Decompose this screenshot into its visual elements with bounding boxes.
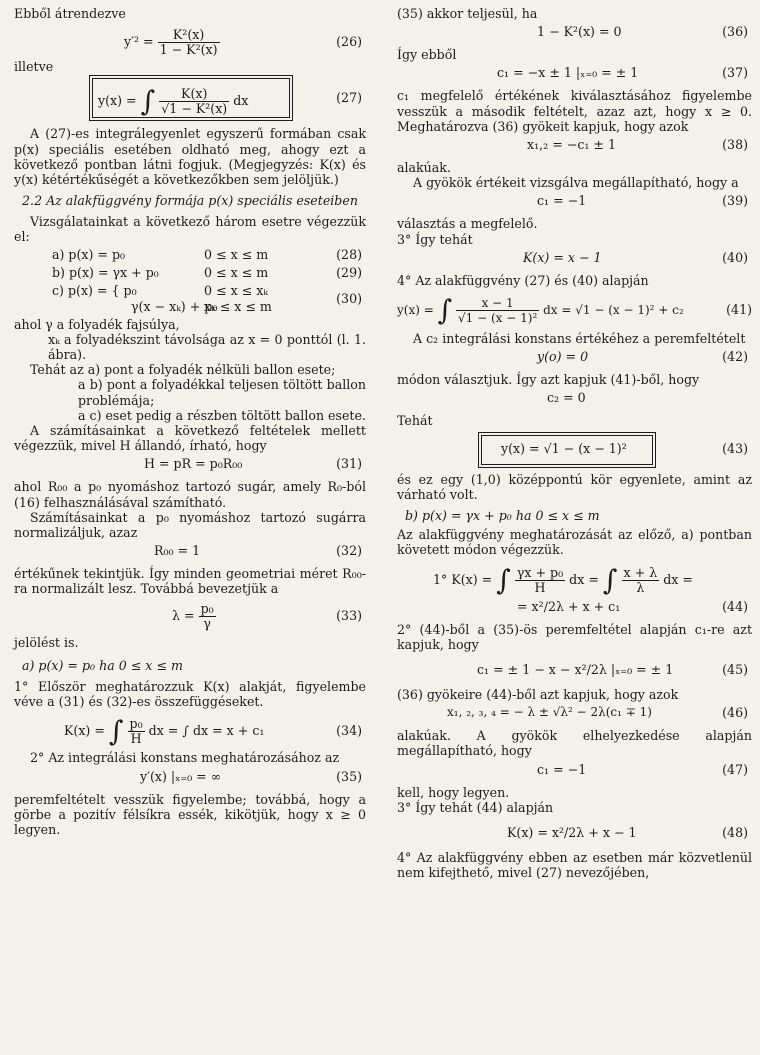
equation-31: H = pR = p₀R₀₀ (31)	[144, 456, 362, 472]
equation-44-line-2: = x²/2λ + x + c₁ (44)	[517, 598, 748, 614]
subsection-b: b) p(x) = γx + p₀ ha 0 ≤ x ≤ m	[405, 508, 600, 524]
paragraph-c1: c₁ megfelelő értékének kiválasztásához figyelembe vesszük a második feltételt, azaz azt, hogy x ≥ 0. Meghatározva (36) gyökeit kapjuk, hogy azok	[397, 88, 752, 134]
equation-43: y(x) = √1 − (x − 1)² (43)	[397, 435, 752, 469]
paragraph-intro: Ebből átrendezve	[14, 6, 126, 21]
equation-48: K(x) = x²/2λ + x − 1 (48)	[507, 825, 748, 841]
equation-26: y′² = $\frac{\text{K²(x)}}{\text{1 − K²(x)}}$ (26)	[124, 27, 362, 58]
case-c: c) p(x) = { p₀ 0 ≤ x ≤ xₖ γ(x − xₖ) + p₀ xₖ ≤ x ≤ m (30)	[52, 282, 362, 314]
paragraph-meghat: Az alakfüggvény meghatározását az előző, a) pontban követett módon végezzük.	[397, 527, 752, 558]
paragraph-case-b: a b) pont a folyadékkal teljesen töltött ballon problémája;	[78, 377, 366, 408]
left-column	[14, 6, 366, 837]
equation-45: c₁ = ± 1 − x − x²/2λ |ₓ₌₀ = ± 1 (45)	[477, 662, 748, 678]
paragraph-kell: kell, hogy legyen.	[397, 784, 510, 800]
section-heading: 2.2 Az alakfüggvény formája p(x) speciális eseteiben	[22, 193, 358, 209]
paragraph-tehat: Tehát	[397, 413, 433, 429]
equation-40: K(x) = x − 1 (40)	[523, 249, 748, 265]
paragraph-2: 2° Az integrálási konstans meghatározásához az	[30, 750, 340, 766]
paragraph-jeloles: jelölést is.	[14, 634, 79, 650]
paragraph-illetve: illetve	[14, 59, 54, 75]
paragraph-4: 4° Az alakfüggvény (27) és (40) alapján	[397, 272, 649, 288]
paragraph-case-a: Tehát az a) pont a folyadék nélküli ballon esete;	[30, 362, 336, 378]
paragraph-4b: 4° Az alakfüggvény ebben az esetben már közvetlenül nem kifejthető, mivel (27) nevezőjében,	[397, 850, 752, 881]
equation-41: y(x) = ∫ $\frac{x - 1}{\text{√1 − (x − 1)²}}$ dx = √1 − (x − 1)² + c₂ (41)	[397, 293, 752, 327]
case-b: b) p(x) = γx + p₀ 0 ≤ x ≤ m (29)	[52, 264, 362, 280]
paragraph-35: (35) akkor teljesül, ha	[397, 6, 538, 21]
paragraph-case-c: a c) eset pedig a részben töltött ballon esete.	[78, 407, 366, 423]
equation-44-line-1: 1° K(x) = ∫ $\frac{\text{γx + p₀}}{H}$ dx = ∫ $\frac{x + \lambda}{\lambda}$ dx =	[433, 563, 693, 597]
paragraph-valasztas: választás a megfelelő.	[397, 216, 538, 232]
equation-33: λ = $\frac{\text{p₀}}{\gamma}$ (33)	[172, 600, 362, 631]
case-a: a) p(x) = p₀ 0 ≤ x ≤ m (28)	[52, 246, 362, 262]
equation-34: K(x) = ∫ $\frac{\text{p₀}}{H}$ dx = ∫ dx = x + c₁ (34)	[64, 714, 362, 748]
paragraph-kor: és ez egy (1,0) középpontú kör egyenlete, amint az várható volt.	[397, 471, 752, 502]
equation-38: x₁,₂ = −c₁ ± 1 (38)	[527, 137, 748, 153]
paragraph-gyokok: A gyökök értékeit vizsgálva megállapítható, hogy a	[413, 175, 739, 191]
equation-47: c₁ = −1 (47)	[537, 761, 748, 777]
equation-32: R₀₀ = 1 (32)	[154, 543, 362, 559]
paragraph-alakuak-2: alakúak. A gyökök elhelyezkedése alapján megállapítható, hogy	[397, 728, 752, 759]
paragraph-27: A (27)-es integrálegyenlet egyszerű formában csak p(x) speciális esetében oldható meg, ahogy ezt a következő pontban látni fogjuk. (Megjegyzés: K(x) és y(x) kétértékűségét a következőkben sem jelöljük.)	[14, 126, 366, 188]
paragraph-alakuak: alakúak.	[397, 160, 451, 176]
paragraph-vizsgalat: Vizsgálatainkat a következő három esetre végezzük el:	[14, 214, 366, 245]
paragraph-modon: módon választjuk. Így azt kapjuk (41)-ből, hogy	[397, 372, 700, 388]
paragraph-igy: Így ebből	[397, 47, 457, 63]
paragraph-3: 3° Így tehát	[397, 231, 473, 247]
paragraph-szamitas: A számításainkat a következő feltételek mellett végezzük, mivel H állandó, írható, hogy	[14, 423, 366, 454]
equation-35: y′(x) |ₓ₌₀ = ∞ (35)	[140, 768, 362, 784]
paragraph-36: (36) gyökeire (44)-ből azt kapjuk, hogy azok	[397, 687, 679, 703]
equation-46: x₁, ₂, ₃, ₄ = − λ ± √λ² − 2λ(c₁ ∓ 1) (46)	[447, 705, 748, 721]
paragraph-xk: xₖ a folyadékszint távolsága az x = 0 ponttól (l. 1. ábra).	[48, 331, 366, 363]
right-column	[397, 6, 752, 880]
paragraph-r00: ahol R₀₀ a p₀ nyomáshoz tartozó sugár, amely R₀-ból (16) felhasználásával számítható.	[14, 479, 366, 510]
paragraph-ahol: ahol γ a folyadék fajsúlya,	[14, 316, 180, 332]
paragraph-3b: 3° Így tehát (44) alapján	[397, 799, 554, 815]
equation-39: c₁ = −1 (39)	[537, 193, 748, 209]
equation-37: c₁ = −x ± 1 |ₓ₌₀ = ± 1 (37)	[497, 65, 748, 81]
paragraph-eloszor: 1° Először meghatározzuk K(x) alakját, figyelembe véve a (31) és (32)-es összefüggéseket.	[14, 679, 366, 710]
paragraph-c2: A c₂ integrálási konstans értékéhez a peremfeltételt	[413, 331, 746, 347]
equation-42: y(o) = 0 (42)	[537, 349, 748, 365]
equation-c2: c₂ = 0	[547, 390, 586, 406]
equation-number: (27)	[336, 90, 362, 106]
paragraph-normalize: Számításainkat a p₀ nyomáshoz tartozó sugárra normalizáljuk, azaz	[14, 509, 366, 541]
paragraph-perem: peremfeltételt vesszük figyelembe; továbbá, hogy a görbe a pozitív félsíkra essék, kikötjük, hogy x ≥ 0 legyen.	[14, 791, 366, 838]
equation-36: 1 − K²(x) = 0 (36)	[537, 24, 748, 40]
equation-27: y(x) = ∫ $\frac{K(x)}{\text{√1 − K²(x)}}$ dx (27)	[14, 78, 366, 122]
subsection-a: a) p(x) = p₀ ha 0 ≤ x ≤ m	[22, 657, 183, 673]
paragraph-ertek: értékűnek tekintjük. Így minden geometriai méret R₀₀-ra normalizált lesz. Továbbá bevezetjük a	[14, 566, 366, 597]
paragraph-2b: 2° (44)-ből a (35)-ös peremfeltétel alapján c₁-re azt kapjuk, hogy	[397, 621, 752, 652]
equation-number: (26)	[336, 34, 362, 50]
